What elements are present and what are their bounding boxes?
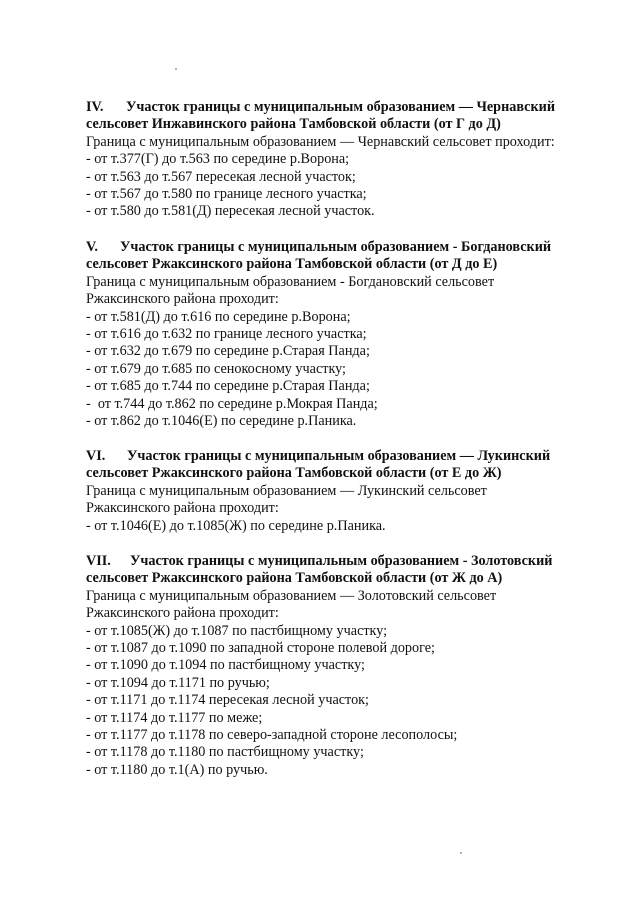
section-intro: Ржаксинского района проходит: [86, 605, 279, 622]
section-heading-line-2: сельсовет Ржаксинского района Тамбовской области (от Е до Ж) [86, 465, 502, 482]
list-item: - от т.1094 до т.1171 по ручью; [86, 674, 270, 691]
section-number: VII. [86, 553, 111, 569]
section-intro: Граница с муниципальным образованием — Лукинский сельсовет [86, 482, 487, 499]
scan-speck [175, 68, 177, 70]
section-heading-line-1: Участок границы с муниципальным образованием - Богдановский [120, 239, 552, 255]
list-item: - от т.1178 до т.1180 по пастбищному участку; [86, 744, 364, 761]
section-heading-line-1: Участок границы с муниципальным образованием — Чернавский [126, 99, 555, 115]
list-item: - от т.1090 до т.1094 по пастбищному участку; [86, 657, 365, 674]
list-item: - от т.563 до т.567 пересекая лесной участок; [86, 168, 356, 185]
list-item: - от т.1180 до т.1(А) по ручью. [86, 761, 268, 778]
section-heading [86, 239, 616, 256]
section-heading [86, 553, 616, 570]
section-heading [86, 448, 616, 465]
section-vi [86, 448, 616, 535]
section-heading-line-2: сельсовет Ржаксинского района Тамбовской области (от Д до Е) [86, 256, 498, 273]
section-v [86, 239, 616, 430]
list-item: - от т.616 до т.632 по границе лесного участка; [86, 326, 367, 343]
section-heading [86, 99, 616, 116]
list-item: - от т.1174 до т.1177 по меже; [86, 709, 263, 726]
section-vii [86, 553, 616, 779]
list-item: - от т.1171 до т.1174 пересекая лесной участок; [86, 692, 369, 709]
section-heading-line-1: Участок границы с муниципальным образованием - Золотовский [130, 553, 553, 569]
list-item: - от т.679 до т.685 по сенокосному участку; [86, 360, 346, 377]
list-item: - от т.580 до т.581(Д) пересекая лесной участок. [86, 203, 375, 220]
section-iv [86, 99, 616, 221]
list-item: - от т.1177 до т.1178 по северо-западной стороне лесополосы; [86, 727, 458, 744]
section-intro: Граница с муниципальным образованием - Богдановский сельсовет [86, 273, 495, 290]
list-item: - от т.862 до т.1046(Е) по середине р.Паника. [86, 413, 357, 430]
list-item: - от т.581(Д) до т.616 по середине р.Ворона; [86, 308, 351, 325]
scan-speck [460, 852, 462, 854]
list-item: - от т.685 до т.744 по середине р.Старая Панда; [86, 378, 370, 395]
section-intro: Ржаксинского района проходит: [86, 291, 279, 308]
list-item: - от т.567 до т.580 по границе лесного участка; [86, 186, 367, 203]
section-intro: Граница с муниципальным образованием — Золотовский сельсовет [86, 587, 497, 604]
section-heading-line-2: сельсовет Инжавинского района Тамбовской области (от Г до Д) [86, 116, 501, 133]
section-intro: Граница с муниципальным образованием — Чернавский сельсовет проходит: [86, 133, 555, 150]
list-item: - от т.632 до т.679 по середине р.Старая Панда; [86, 343, 370, 360]
list-item: - от т.1087 до т.1090 по западной стороне полевой дороге; [86, 640, 435, 657]
section-intro: Ржаксинского района проходит: [86, 500, 279, 517]
list-item: - от т.1085(Ж) до т.1087 по пастбищному участку; [86, 622, 388, 639]
list-item: - от т.377(Г) до т.563 по середине р.Ворона; [86, 151, 350, 168]
list-item: - от т.1046(Е) до т.1085(Ж) по середине р.Паника. [86, 517, 386, 534]
section-number: VI. [86, 448, 106, 464]
section-number: V. [86, 239, 98, 255]
section-number: IV. [86, 99, 104, 115]
section-heading-line-2: сельсовет Ржаксинского района Тамбовской области (от Ж до А) [86, 570, 503, 587]
list-item: - от т.744 до т.862 по середине р.Мокрая Панда; [86, 395, 378, 412]
section-heading-line-1: Участок границы с муниципальным образованием — Лукинский [127, 448, 551, 464]
